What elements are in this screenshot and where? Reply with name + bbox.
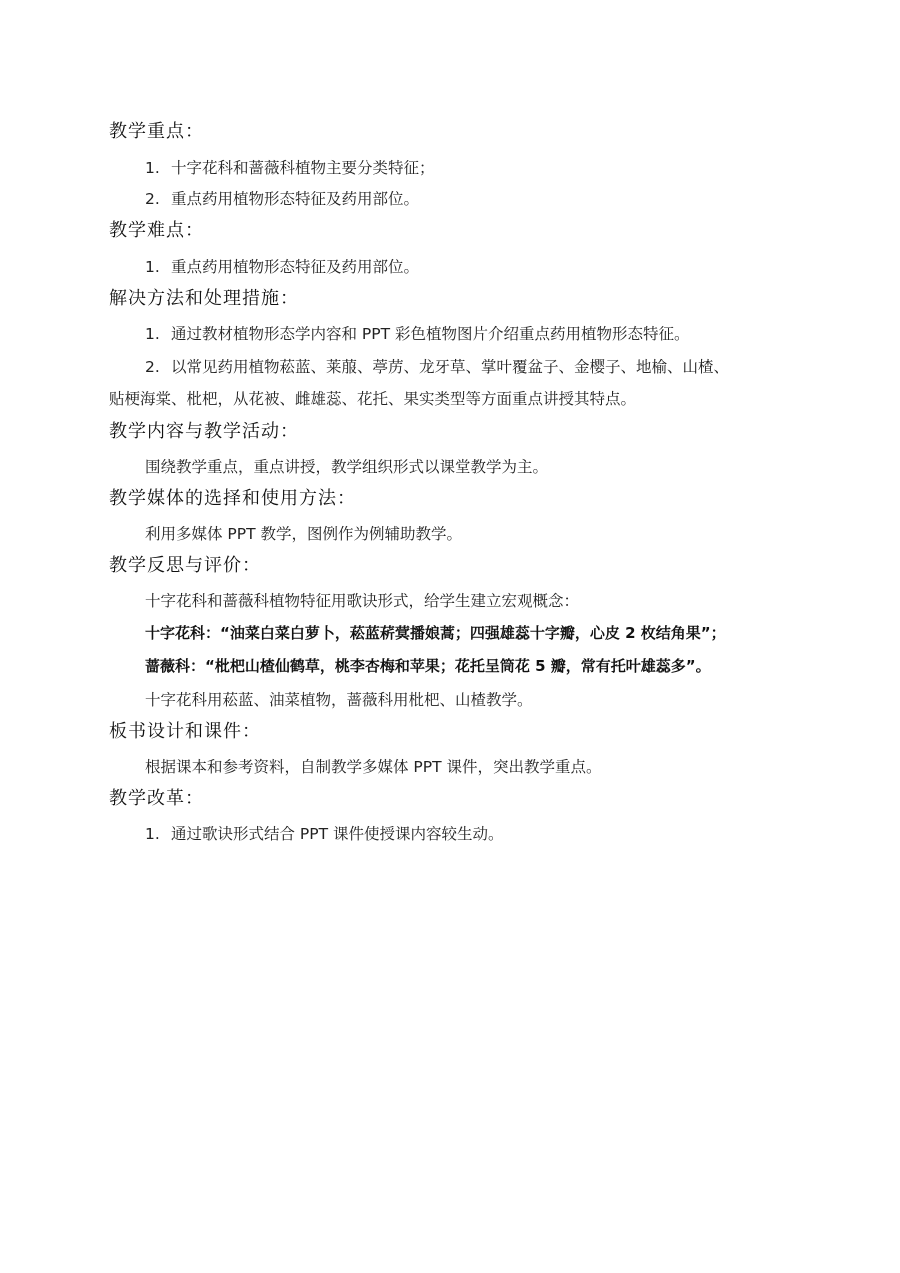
solutions-heading: 解决方法和处理措施： bbox=[109, 288, 299, 309]
difficulties-item-1 bbox=[145, 255, 419, 277]
reflection-intro: 十字花科和蔷薇科植物特征用歌诀形式，给学生建立宏观概念： bbox=[145, 592, 580, 610]
list-number: 1. bbox=[145, 825, 160, 843]
list-number: 1. bbox=[145, 159, 160, 177]
solutions-item-2-continuation: 贴梗海棠、枇杷，从花被、雌雄蕊、花托、果实类型等方面重点讲授其特点。 bbox=[109, 390, 637, 408]
solutions-item-1 bbox=[145, 322, 690, 344]
media-text: 利用多媒体 PPT 教学，图例作为例辅助教学。 bbox=[145, 525, 463, 543]
list-text: 十字花科和蔷薇科植物主要分类特征； bbox=[171, 159, 435, 177]
list-text: 重点药用植物形态特征及药用部位。 bbox=[171, 258, 420, 276]
key-points-item-2 bbox=[145, 187, 419, 209]
reform-heading: 教学改革： bbox=[109, 788, 204, 809]
list-text: 重点药用植物形态特征及药用部位。 bbox=[171, 190, 420, 208]
content-text: 围绕教学重点，重点讲授，教学组织形式以课堂教学为主。 bbox=[145, 458, 549, 476]
list-number: 2. bbox=[145, 358, 160, 376]
difficulties-heading: 教学难点： bbox=[109, 220, 204, 241]
list-text: 通过教材植物形态学内容和 PPT 彩色植物图片介绍重点药用植物形态特征。 bbox=[171, 325, 690, 343]
content-heading: 教学内容与教学活动： bbox=[109, 421, 299, 442]
solutions-item-2 bbox=[145, 355, 729, 377]
reflection-summary: 十字花科用菘蓝、油菜植物，蔷薇科用枇杷、山楂教学。 bbox=[145, 691, 533, 709]
list-number: 2. bbox=[145, 190, 160, 208]
key-points-heading: 教学重点： bbox=[109, 121, 204, 142]
list-text: 以常见药用植物菘蓝、莱菔、葶苈、龙牙草、掌叶覆盆子、金樱子、地榆、山楂、 bbox=[171, 358, 730, 376]
media-heading: 教学媒体的选择和使用方法： bbox=[109, 488, 356, 509]
board-heading: 板书设计和课件： bbox=[109, 721, 261, 742]
list-number: 1. bbox=[145, 325, 160, 343]
reform-item-1 bbox=[145, 822, 504, 844]
reflection-verse-cruciferae: 十字花科：“油菜白菜白萝卜，菘蓝菥蓂播娘蒿；四强雄蕊十字瓣，心皮 2 枚结角果”； bbox=[145, 624, 726, 642]
list-number: 1. bbox=[145, 258, 160, 276]
list-text: 通过歌诀形式结合 PPT 课件使授课内容较生动。 bbox=[171, 825, 504, 843]
board-text: 根据课本和参考资料，自制教学多媒体 PPT 课件，突出教学重点。 bbox=[145, 758, 602, 776]
reflection-heading: 教学反思与评价： bbox=[109, 555, 261, 576]
key-points-item-1 bbox=[145, 156, 435, 178]
reflection-verse-rosaceae: 蔷薇科：“枇杷山楂仙鹤草，桃李杏梅和苹果；花托呈筒花 5 瓣，常有托叶雄蕊多”。 bbox=[145, 657, 711, 675]
